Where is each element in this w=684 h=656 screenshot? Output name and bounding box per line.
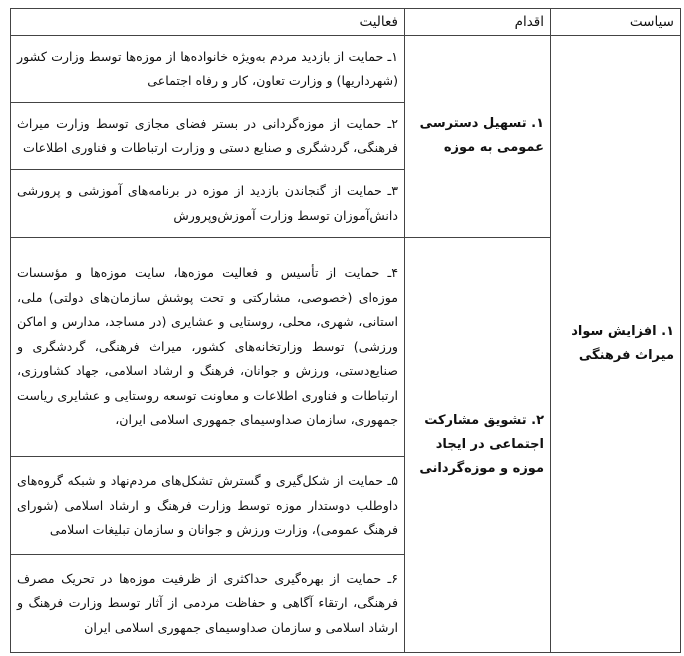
activity-cell-1: ۱ـ حمایت از بازدید مردم به‌ویژه خانواده‌ها از موزه‌ها توسط وزارت کشور (شهرداریها) و وزارت تعاون، کار و رفاه اجتماعی: [11, 36, 405, 103]
action-cell-2: ۲. تشویق مشارکت اجتماعی در ایجاد موزه و موزه‌گردانی: [405, 237, 551, 652]
policy-cell: ۱. افزایش سواد میراث فرهنگی: [551, 36, 681, 653]
action-cell-1: ۱. تسهیل دسترسی عمومی به موزه: [405, 36, 551, 238]
activity-cell-4: ۴ـ حمایت از تأسیس و فعالیت موزه‌ها، سایت موزه‌ها و مؤسسات موزه‌ای (خصوصی، مشارکتی و تحت پوشش سازمان‌های دولتی) ملی، استانی، شهری، محلی، روستایی و عشایری (در مساجد، مدارس و اماکن ورزشی) توسط وزارتخانه‌های کشور، میراث فرهنگی، گردشگری و صنایع‌دستی، ورزش و جوانان، فرهنگ و ارشاد اسلامی، جهاد کشاورزی، ارتباطات و فناوری اطلاعات و معاونت توسعه روستایی و عشایری ریاست جمهوری، سازمان صداوسیمای جمهوری اسلامی ایران،: [11, 237, 405, 457]
table-row: [11, 36, 681, 103]
activity-cell-2: ۲ـ حمایت از موزه‌گردانی در بستر فضای مجازی توسط وزارت میراث فرهنگی، گردشگری و صنایع دستی و وزارت ارتباطات و فناوری اطلاعات: [11, 103, 405, 170]
header-row: [11, 9, 681, 36]
policy-table: [10, 8, 681, 653]
activity-cell-5: ۵ـ حمایت از شکل‌گیری و گسترش تشکل‌های مردم‌نهاد و شبکه گروه‌های داوطلب دوستدار موزه توسط وزارت فرهنگ و ارشاد اسلامی (شورای فرهنگ عمومی)، وزارت ورزش و جوانان و سازمان تبلیغات اسلامی: [11, 457, 405, 555]
header-activity: فعالیت: [11, 9, 405, 36]
header-action: اقدام: [405, 9, 551, 36]
activity-cell-6: ۶ـ حمایت از بهره‌گیری حداکثری از ظرفیت موزه‌ها در تحریک مصرف فرهنگی، ارتقاء آگاهی و حفاظت مردمی از آثار توسط وزارت فرهنگ و ارشاد اسلامی و سازمان صداوسیمای جمهوری اسلامی ایران: [11, 555, 405, 653]
header-policy: سیاست: [551, 9, 681, 36]
activity-cell-3: ۳ـ حمایت از گنجاندن بازدید از موزه در برنامه‌های آموزشی و پرورشی دانش‌آموزان توسط وزارت آموزش‌وپرورش: [11, 170, 405, 237]
